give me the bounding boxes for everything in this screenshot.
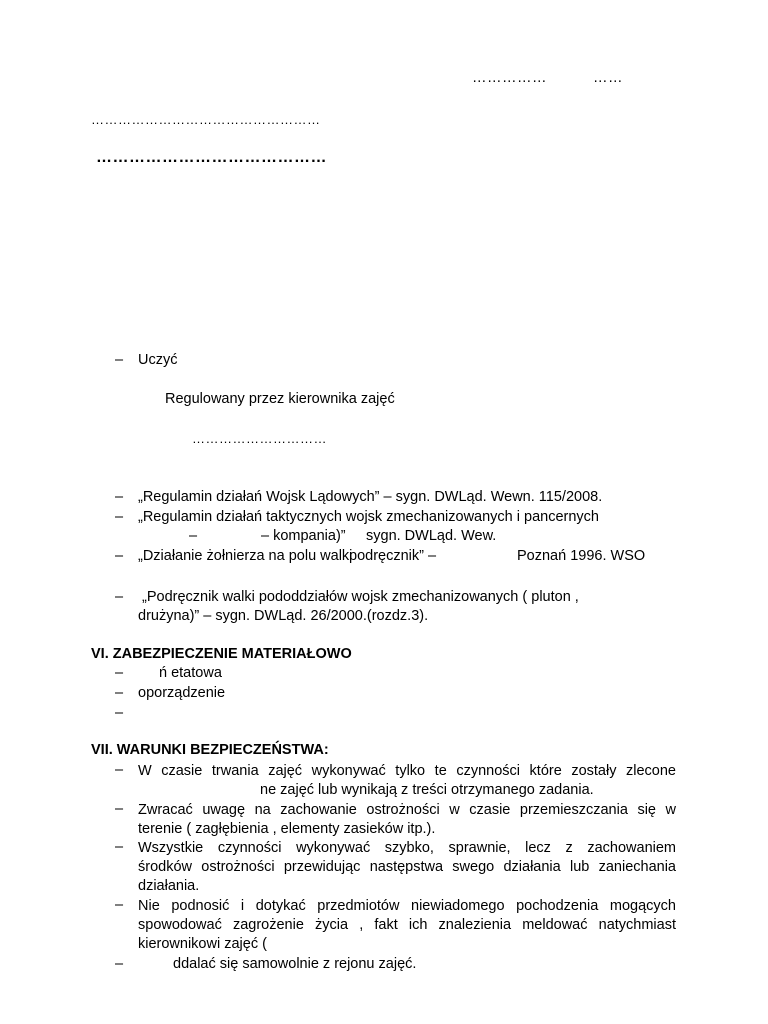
literature-fragment: podręcznik” – (349, 548, 437, 564)
literature-fragment: „Działanie żołnierza na polu walki (138, 548, 353, 564)
rule-line: ddalać się samowolnie z rejonu zajęć. (173, 956, 417, 972)
dash: – (115, 548, 124, 564)
literature-item: „Regulamin działań Wojsk Lądowych” – sygn. DWLąd. Wewn. 115/2008. (138, 489, 603, 505)
dash: – (115, 705, 124, 721)
dash: – (115, 956, 124, 972)
rule-line: Zwracać uwagę na zachowanie ostrożności w czasie przemieszczania się w (138, 802, 676, 818)
literature-item: „Regulamin działań taktycznych wojsk zmechanizowanych i pancernych (138, 509, 599, 525)
dash: – (115, 762, 124, 778)
dash: – (115, 589, 124, 605)
literature-fragment: – (189, 528, 198, 544)
regulowany-text: Regulowany przez kierownika zajęć (165, 391, 395, 407)
rule-line: W czasie trwania zajęć wykonywać tylko te czynności które zostały zlecone (138, 763, 676, 779)
safety-rule (138, 839, 676, 896)
dots-mid: ………………………… (192, 431, 327, 446)
list-item: ń etatowa (159, 665, 222, 681)
dash: – (115, 839, 124, 855)
dots-right-2: …… (593, 70, 623, 86)
rule-line: kierownikowi zajęć ( (138, 936, 267, 952)
list-item: oporządzenie (138, 685, 226, 701)
rule-line: ne zajęć lub wynikają z treści otrzymanego zadania. (260, 782, 594, 798)
literature-fragment: Poznań 1996. WSO (517, 548, 646, 564)
uczyc-text: Uczyć (138, 352, 178, 368)
dash: – (115, 897, 124, 913)
dash: – (115, 801, 124, 817)
rule-line: terenie ( zagłębienia , elementy zasieków itp.). (138, 821, 436, 837)
rule-line: działania. (138, 878, 200, 894)
safety-rule (138, 801, 676, 839)
rule-line: Wszystkie czynności wykonywać szybko, sprawnie, lecz z zachowaniem (138, 840, 676, 856)
rule-line: spowodować zagrożenie życia , fakt ich znalezienia meldować natychmiast (138, 917, 676, 933)
dots-big: …………………………………… (96, 149, 327, 166)
literature-item: drużyna)” – sygn. DWLąd. 26/2000.(rozdz.3). (138, 608, 429, 624)
dash: – (115, 352, 124, 368)
dots-right-1: …………… (472, 70, 547, 86)
safety-rule (138, 897, 676, 954)
dash: – (115, 489, 124, 505)
rule-line: środków ostrożności przewidując następstwa swego działania lub zaniechania (138, 859, 676, 875)
dash: – (115, 509, 124, 525)
literature-fragment: – kompania)” (261, 528, 346, 544)
literature-item: „Podręcznik walki pododdziałów wojsk zmechanizowanych ( pluton , (142, 589, 579, 605)
safety-rule (138, 762, 676, 800)
dash: – (115, 685, 124, 701)
section-heading: VI. ZABEZPIECZENIE MATERIAŁOWO (91, 646, 352, 662)
literature-fragment: sygn. DWLąd. Wew. (366, 528, 497, 544)
rule-line: Nie podnosić i dotykać przedmiotów niewiadomego pochodzenia mogących (138, 898, 676, 914)
section-heading: VII. WARUNKI BEZPIECZEŃSTWA: (91, 742, 329, 758)
dash: – (115, 665, 124, 681)
dots-left: …………………………………………… (91, 112, 321, 127)
